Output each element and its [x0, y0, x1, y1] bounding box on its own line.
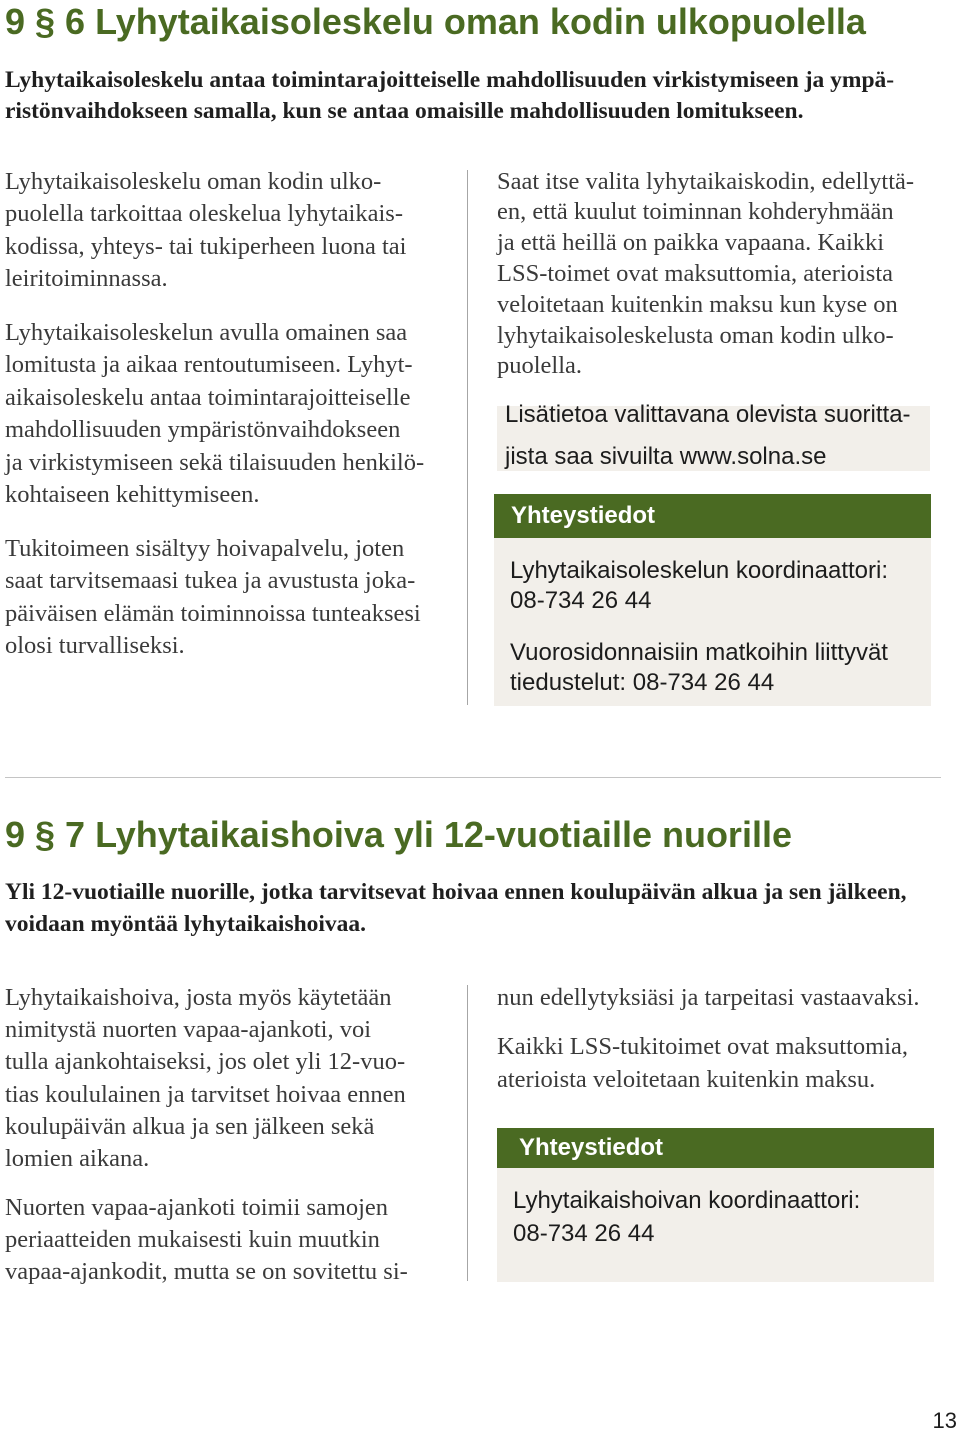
text-line: lomitusta ja aikaa rentoutumiseen. Lyhyt-: [5, 351, 413, 379]
text-line: puolella.: [497, 352, 583, 380]
text-line: tias koululainen ja tarvitset hoivaa ennen: [5, 1080, 406, 1108]
paragraph: [5, 982, 406, 1175]
paragraph: [497, 167, 914, 383]
text-line: aterioista veloitetaan kuitenkin maksu.: [497, 1065, 876, 1093]
column-divider: [467, 985, 468, 1281]
contact-phone: 08-734 26 44: [510, 587, 652, 614]
page-number: 13: [932, 1408, 957, 1432]
section-title: 9 § 7 Lyhytaikaishoiva yli 12-vuotiaille nuorille: [5, 814, 792, 855]
text-line: nimitystä nuorten vapaa-ajankoti, voi: [5, 1016, 372, 1044]
text-line: kodissa, yhteys- tai tukiperheen luona tai: [5, 232, 407, 260]
text-line: Lyhytaikaishoiva, josta myös käytetään: [5, 984, 392, 1011]
text-line: kohtaiseen kehittymiseen.: [5, 481, 260, 509]
text-line: Tukitoimeen sisältyy hoivapalvelu, joten: [5, 535, 405, 562]
text-line: en, että kuulut toiminnan kohderyhmään: [497, 198, 894, 226]
text-line: aikaisoleskelu antaa toimintarajoitteiselle: [5, 383, 411, 411]
text-line: lyhytaikaisoleskelusta oman kodin ulko-: [497, 321, 894, 349]
contact-heading: Yhteystiedot: [497, 1128, 934, 1168]
text-line: puolella tarkoittaa oleskelua lyhytaikais-: [5, 200, 403, 228]
lead-paragraph: [5, 876, 907, 940]
text-line: ja virkistymiseen sekä tilaisuuden henkilö-: [5, 448, 425, 476]
lead-paragraph: [5, 65, 894, 127]
text-line: Lisätietoa valittavana olevista suoritta-: [505, 401, 911, 428]
text-line: tulla ajankohtaiseksi, jos olet yli 12-vuo-: [5, 1048, 406, 1076]
text-line: Saat itse valita lyhytaikaiskodin, edellyttä-: [497, 167, 915, 195]
contact-line: Lyhytaikaishoivan koordinaattori:: [513, 1186, 861, 1214]
info-box-text: [505, 394, 911, 478]
paragraph: [5, 166, 406, 296]
text-line: periaatteiden mukaisesti kuin muutkin: [5, 1226, 380, 1254]
text-line: Kaikki LSS-tukitoimet ovat maksuttomia,: [497, 1032, 909, 1060]
text-line: Lyhytaikaisoleskelu oman kodin ulko-: [5, 168, 382, 195]
text-line: koulupäivän alkua ja sen jälkeen sekä: [5, 1112, 375, 1140]
section-separator: [5, 777, 941, 778]
text-line: lomien aikana.: [5, 1145, 150, 1173]
text-line: päiväisen elämän toiminnoissa tunteaksesi: [5, 599, 421, 627]
text-line: mahdollisuuden ympäristönvaihdokseen: [5, 416, 401, 444]
column-divider: [467, 170, 468, 705]
text-line: saat tarvitsemaasi tukea ja avustusta joka-: [5, 567, 416, 595]
text-line: LSS-toimet ovat maksuttomia, aterioista: [497, 259, 894, 287]
paragraph: [5, 317, 424, 511]
contact-item: [513, 1184, 860, 1250]
contact-item: [510, 638, 888, 698]
text-line: Lyhytaikaisoleskelu antaa toimintarajoitteiselle mahdollisuuden virkistymiseen ja ympä-: [5, 66, 895, 93]
text-line: voidaan myöntää lyhytaikaishoivaa.: [5, 911, 367, 937]
contact-line: Vuorosidonnaisiin matkoihin liittyvät: [510, 639, 888, 666]
contact-heading: Yhteystiedot: [494, 494, 931, 538]
text-line: ja että heillä on paikka vapaana. Kaikki: [497, 229, 885, 257]
paragraph: [497, 982, 920, 1014]
paragraph: [5, 533, 421, 663]
text-line: olosi turvalliseksi.: [5, 632, 185, 660]
text-line: vapaa-ajankodit, mutta se on sovitettu si-: [5, 1258, 408, 1286]
contact-phone: 08-734 26 44: [513, 1219, 655, 1247]
text-line: veloitetaan kuitenkin maksu kun kyse on: [497, 290, 898, 318]
text-line: leiritoiminnassa.: [5, 265, 168, 293]
text-line: ristönvaihdokseen samalla, kun se antaa omaisille mahdollisuuden lomitukseen.: [5, 97, 804, 124]
contact-line: Lyhytaikaisoleskelun koordinaattori:: [510, 557, 888, 584]
contact-item: [510, 556, 888, 616]
text-line: jista saa sivuilta www.solna.se: [505, 443, 827, 470]
contact-line: tiedustelut: 08-734 26 44: [510, 669, 775, 696]
text-line: Yli 12-vuotiaille nuorille, jotka tarvitsevat hoivaa ennen koulupäivän alkua ja sen jälkeen,: [5, 879, 907, 905]
text-line: Lyhytaikaisoleskelun avulla omainen saa: [5, 319, 408, 346]
section-title: 9 § 6 Lyhytaikaisoleskelu oman kodin ulkopuolella: [5, 1, 866, 42]
paragraph: [497, 1030, 908, 1096]
paragraph: [5, 1192, 408, 1289]
text-line: Nuorten vapaa-ajankoti toimii samojen: [5, 1194, 389, 1221]
text-line: nun edellytyksiäsi ja tarpeitasi vastaavaksi.: [497, 984, 920, 1011]
